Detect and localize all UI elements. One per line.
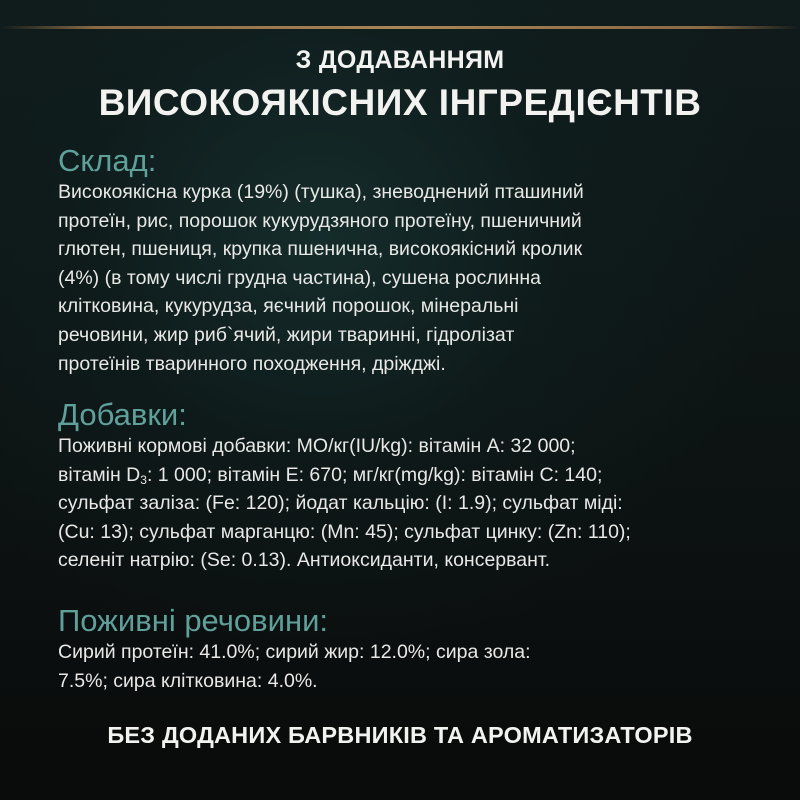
additives-line-rest: : 1 000; вітамін Е: 670; мг/кг(mg/kg): вітамін С: 140; — [146, 463, 603, 486]
composition-line: (4%) (в тому числі грудна частина), сушена рослинна — [58, 266, 542, 289]
header-subtitle: З ДОДАВАННЯМ — [295, 46, 505, 74]
composition-line: протеїнів тваринного походження, дріжджі. — [58, 352, 446, 375]
additives-line-prefix: вітамін D — [58, 463, 141, 486]
composition-line: Високоякісна курка (19%) (тушка), зневоднений пташиний — [58, 181, 584, 203]
footer-claim: БЕЗ ДОДАНИХ БАРВНИКІВ ТА АРОМАТИЗАТОРІВ — [107, 722, 693, 748]
composition-heading: Склад: — [58, 143, 157, 178]
composition-text — [58, 178, 768, 378]
additives-subscript: 3 — [140, 472, 147, 487]
composition-line: протеїн, рис, порошок кукурудзяного протеїну, пшеничний — [58, 209, 582, 232]
nutrients-line: 7.5%; сира клітковина: 4.0%. — [58, 669, 318, 692]
additives-line — [58, 461, 768, 490]
additives-text — [58, 432, 768, 575]
additives-line: (Cu: 13); сульфат марганцю: (Mn: 45); сульфат цинку: (Zn: 110); — [58, 520, 631, 543]
composition-section — [58, 144, 768, 378]
nutrients-text — [58, 638, 768, 695]
composition-line: клітковина, кукурудза, яєчний порошок, мінеральні — [58, 295, 519, 318]
composition-line: речовини, жир риб`ячий, жири тваринні, гідролізат — [58, 323, 515, 346]
nutrients-heading: Поживні речовини: — [58, 603, 328, 638]
additives-section — [58, 398, 768, 575]
additives-heading: Добавки: — [58, 397, 187, 432]
additives-line: сульфат заліза: (Fe: 120); йодат кальцію: (І: 1.9); сульфат міді: — [58, 492, 623, 515]
additives-line: Поживні кормові добавки: МО/кг(IU/kg): вітамін А: 32 000; — [58, 435, 576, 457]
nutrients-line: Сирий протеїн: 41.0%; сирий жир: 12.0%; сира зола: — [58, 641, 531, 663]
gold-divider-line — [0, 26, 800, 29]
nutrients-section — [58, 604, 768, 695]
additives-line: селеніт натрію: (Se: 0.13). Антиоксиданти, консервант. — [58, 549, 551, 572]
composition-line: глютен, пшениця, крупка пшенична, високоякісний кролик — [58, 238, 583, 261]
header-title: ВИСОКОЯКІСНИХ ІНГРЕДІЄНТІВ — [98, 82, 702, 123]
